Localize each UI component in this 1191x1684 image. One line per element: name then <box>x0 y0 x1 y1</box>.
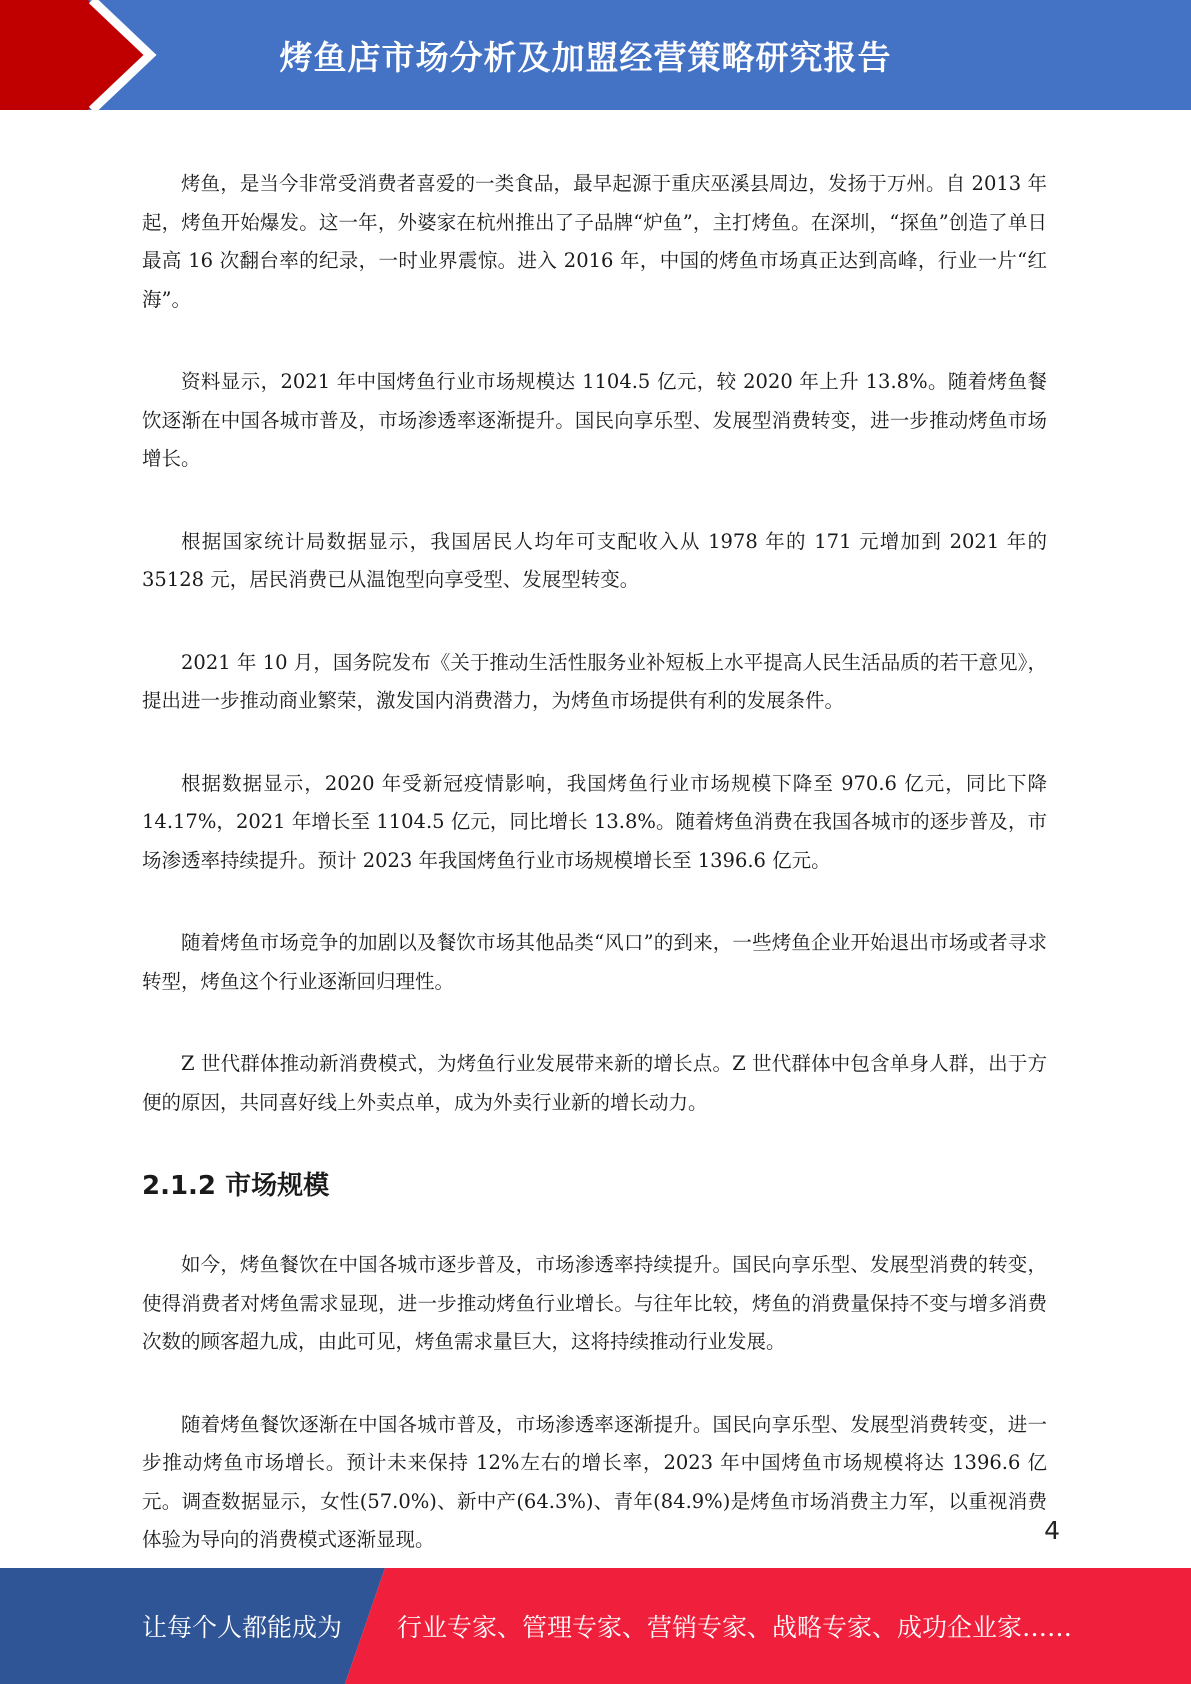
footer-slogan-left: 让每个人都能成为 <box>142 1613 343 1642</box>
page-number: 4 <box>1044 1516 1060 1545</box>
header-banner <box>0 0 1191 110</box>
paragraph-5: 根据数据显示，2020 年受新冠疫情影响，我国烤鱼行业市场规模下降至 970.6 亿元，同比下降 14.17%，2021 年增长至 1104.5 亿元，同比增长 13.8%。随着烤鱼消费在我国各城市的逐步普及，市场渗透率持续提升。预计 2023 年我国烤鱼行业市场规模增长至 1396.6 亿元。 <box>142 771 1047 872</box>
document-title: 烤鱼店市场分析及加盟经营策略研究报告 <box>279 37 892 77</box>
section-paragraph-2: 随着烤鱼餐饮逐渐在中国各城市普及，市场渗透率逐渐提升。国民向享乐型、发展型消费转变，进一步推动烤鱼市场增长。预计未来保持 12%左右的增长率，2023 年中国烤鱼市场规模将达 1396.6 亿元。调查数据显示，女性(57.0%)、新中产(64.3%)、青年(84.9%)是烤鱼市场消费主力军，以重视消费体验为导向的消费模式逐渐显现。 <box>142 1412 1047 1551</box>
section-paragraph-1: 如今，烤鱼餐饮在中国各城市逐步普及，市场渗透率持续提升。国民向享乐型、发展型消费的转变，使得消费者对烤鱼需求显现，进一步推动烤鱼行业增长。与往年比较，烤鱼的消费量保持不变与增多消费次数的顾客超九成，由此可见，烤鱼需求量巨大，这将持续推动行业发展。 <box>142 1253 1047 1353</box>
paragraph-2: 资料显示，2021 年中国烤鱼行业市场规模达 1104.5 亿元，较 2020 年上升 13.8%。随着烤鱼餐饮逐渐在中国各城市普及，市场渗透率逐渐提升。国民向享乐型、发展型消费转变，进一步推动烤鱼市场增长。 <box>142 370 1047 470</box>
footer-slogan-right: 行业专家、管理专家、营销专家、战略专家、成功企业家…… <box>397 1613 1073 1642</box>
footer-banner <box>0 1568 1191 1684</box>
section-heading: 2.1.2 市场规模 <box>142 1171 330 1201</box>
paragraph-3: 根据国家统计局数据显示，我国居民人均年可支配收入从 1978 年的 171 元增加到 2021 年的 35128 元，居民消费已从温饱型向享受型、发展型转变。 <box>142 529 1047 591</box>
paragraph-6: 随着烤鱼市场竞争的加剧以及餐饮市场其他品类“风口”的到来，一些烤鱼企业开始退出市场或者寻求转型，烤鱼这个行业逐渐回归理性。 <box>142 931 1047 993</box>
paragraph-1: 烤鱼，是当今非常受消费者喜爱的一类食品，最早起源于重庆巫溪县周边，发扬于万州。自 2013 年起，烤鱼开始爆发。这一年，外婆家在杭州推出了子品牌“炉鱼”，主打烤鱼。在深圳，“探鱼”创造了单日最高 16 次翻台率的纪录，一时业界震惊。进入 2016 年，中国的烤鱼市场真正达到高峰，行业一片“红海”。 <box>142 172 1047 311</box>
red-chevron-logo-icon <box>0 0 160 110</box>
paragraph-4: 2021 年 10 月，国务院发布《关于推动生活性服务业补短板上水平提高人民生活品质的若干意见》，提出进一步推动商业繁荣，激发国内消费潜力，为烤鱼市场提供有利的发展条件。 <box>142 650 1047 712</box>
paragraph-7: Z 世代群体推动新消费模式，为烤鱼行业发展带来新的增长点。Z 世代群体中包含单身人群，出于方便的原因，共同喜好线上外卖点单，成为外卖行业新的增长动力。 <box>142 1052 1047 1114</box>
document-body <box>142 165 1047 1604</box>
